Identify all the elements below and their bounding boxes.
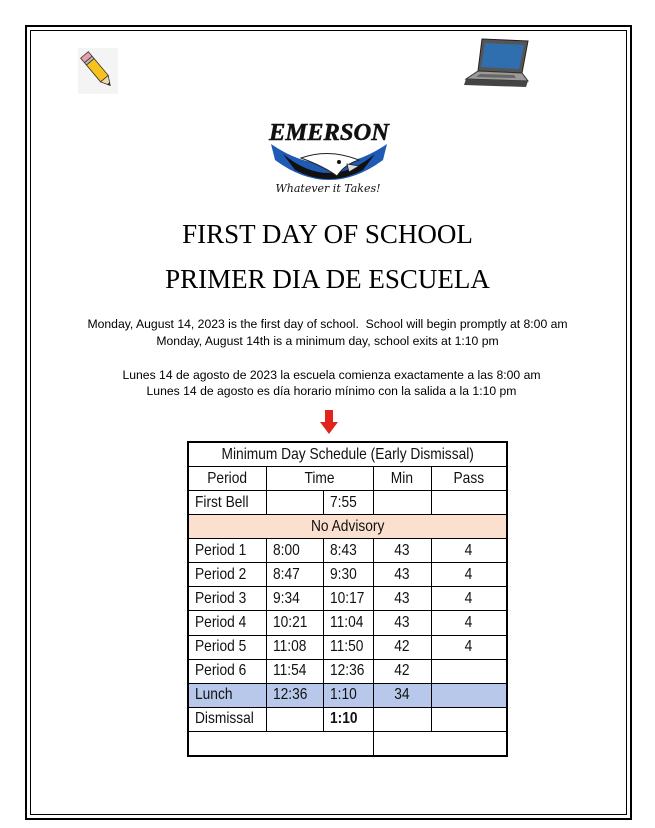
- period-min: 43: [373, 539, 431, 563]
- empty-cell: [431, 491, 507, 515]
- header-pass: Pass: [431, 467, 507, 491]
- table-row: [188, 635, 507, 659]
- period-pass: 4: [431, 635, 507, 659]
- advisory-row: [188, 515, 507, 539]
- period-label: Period 6: [188, 659, 266, 683]
- down-arrow-icon: [320, 410, 338, 434]
- title-spanish: PRIMER DIA DE ESCUELA: [165, 264, 490, 294]
- period-end: 11:04: [323, 611, 373, 635]
- title-english: FIRST DAY OF SCHOOL: [182, 219, 473, 249]
- period-end: 12:36: [323, 659, 373, 683]
- table-header-row: [188, 467, 507, 491]
- header-time: Time: [266, 467, 373, 491]
- lunch-min: 34: [373, 683, 431, 707]
- period-min: 43: [373, 563, 431, 587]
- table-row: [188, 587, 507, 611]
- period-pass: 4: [431, 539, 507, 563]
- period-pass: 4: [431, 587, 507, 611]
- period-end: 8:43: [323, 539, 373, 563]
- schedule-title: Minimum Day Schedule (Early Dismissal): [188, 442, 507, 467]
- dismissal-time: 1:10: [323, 707, 373, 731]
- lunch-label: Lunch: [188, 683, 266, 707]
- first-bell-time: 7:55: [323, 491, 373, 515]
- dismissal-row: [188, 707, 507, 731]
- english-line-1: Monday, August 14, 2023 is the first day of school. School will begin promptly at 8:00 am: [87, 317, 568, 331]
- period-min: 42: [373, 635, 431, 659]
- lunch-start: 12:36: [266, 683, 323, 707]
- period-min: 42: [373, 659, 431, 683]
- period-end: 11:50: [323, 635, 373, 659]
- advisory-label: No Advisory: [188, 515, 507, 539]
- period-min: 43: [373, 587, 431, 611]
- period-min: 43: [373, 611, 431, 635]
- period-start: 9:34: [266, 587, 323, 611]
- lunch-end: 1:10: [323, 683, 373, 707]
- blank-row: [188, 731, 507, 756]
- first-bell-label: First Bell: [188, 491, 266, 515]
- table-row: [188, 659, 507, 683]
- period-label: Period 5: [188, 635, 266, 659]
- empty-cell: [373, 491, 431, 515]
- period-label: Period 3: [188, 587, 266, 611]
- table-row: [188, 491, 507, 515]
- english-line-2: Monday, August 14th is a minimum day, school exits at 1:10 pm: [156, 334, 499, 348]
- period-label: Period 4: [188, 611, 266, 635]
- header-period: Period: [188, 467, 266, 491]
- period-pass: 4: [431, 611, 507, 635]
- pencil-icon: [78, 48, 118, 94]
- period-start: 11:08: [266, 635, 323, 659]
- empty-cell: [431, 707, 507, 731]
- period-start: 8:00: [266, 539, 323, 563]
- empty-cell: [266, 491, 323, 515]
- logo-tagline: Whatever it Takes!: [275, 182, 381, 195]
- lunch-row: [188, 683, 507, 707]
- logo-wordmark: EMERSON: [267, 120, 391, 146]
- schedule-table: [187, 441, 508, 757]
- table-row: [188, 563, 507, 587]
- empty-cell: [188, 731, 373, 756]
- period-start: 8:47: [266, 563, 323, 587]
- spanish-line-1: Lunes 14 de agosto de 2023 la escuela comienza exactamente a las 8:00 am: [122, 368, 541, 382]
- empty-cell: [373, 707, 431, 731]
- table-row: [188, 539, 507, 563]
- table-row: [188, 611, 507, 635]
- period-start: 11:54: [266, 659, 323, 683]
- spanish-line-2: Lunes 14 de agosto es día horario mínimo con la salida a la 1:10 pm: [146, 384, 517, 398]
- period-label: Period 2: [188, 563, 266, 587]
- header-min: Min: [373, 467, 431, 491]
- period-end: 10:17: [323, 587, 373, 611]
- period-start: 10:21: [266, 611, 323, 635]
- dismissal-label: Dismissal: [188, 707, 266, 731]
- period-label: Period 1: [188, 539, 266, 563]
- empty-cell: [373, 731, 507, 756]
- laptop-icon: [462, 37, 530, 93]
- period-pass: 4: [431, 563, 507, 587]
- period-pass: [431, 659, 507, 683]
- period-end: 9:30: [323, 563, 373, 587]
- empty-cell: [431, 683, 507, 707]
- table-title-row: [188, 442, 507, 467]
- empty-cell: [266, 707, 323, 731]
